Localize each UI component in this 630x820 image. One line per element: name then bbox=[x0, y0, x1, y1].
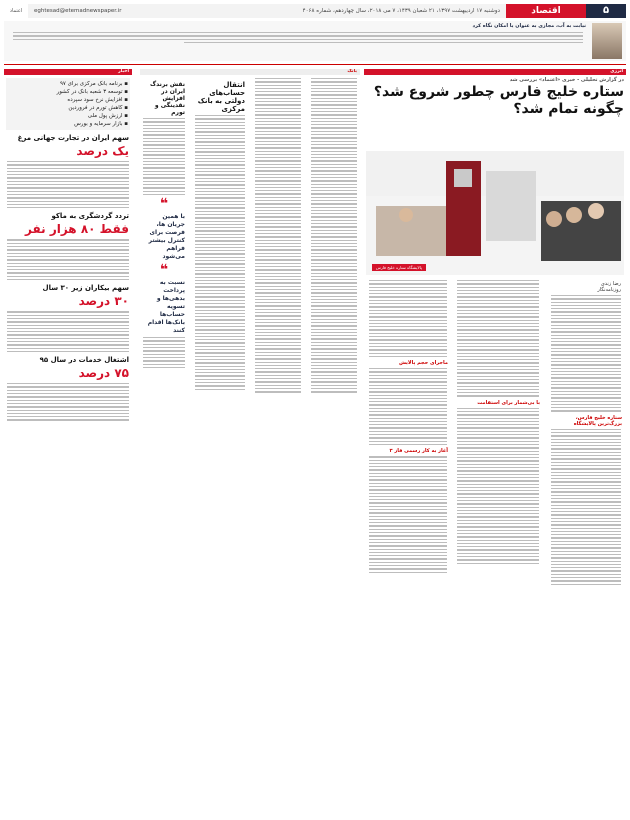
pull-quote-2: نسبت به پرداخت بدهی‌ها و تسویه حساب‌ها بانک‌ها اقدام کنند bbox=[147, 279, 185, 335]
lead-col-3 bbox=[366, 279, 450, 575]
left-column bbox=[4, 69, 132, 816]
byline-role: روزنامه‌نگار bbox=[597, 287, 621, 293]
note-strip bbox=[4, 21, 626, 61]
byline bbox=[551, 281, 621, 293]
middle-sidebar-title: نقش برندگ ایران در افزایش نقدینگی و تورم bbox=[150, 81, 185, 116]
quote-mark-icon: ❝ bbox=[159, 262, 169, 279]
news-bullets bbox=[6, 78, 130, 130]
subhead-4: آغاز به کار رسمی فاز ۳ bbox=[389, 448, 448, 455]
bullet-item[interactable]: ▪ کاهش تورم در فروردین bbox=[68, 105, 128, 111]
story-title: سهم بیکاران زیر ۳۰ سال bbox=[42, 284, 129, 293]
middle-section-label: بانک bbox=[140, 69, 360, 75]
refinery-photo bbox=[366, 151, 624, 275]
byline-name: رضا زندی bbox=[600, 281, 621, 287]
lead-col-1-text bbox=[551, 295, 621, 412]
photo-caption: پالایشگاه ستاره خلیج فارس bbox=[372, 264, 426, 271]
middle-col-1 bbox=[308, 77, 360, 395]
quote-mark-icon: ❝ bbox=[159, 196, 169, 213]
story-highlight: ۷۵ درصد bbox=[78, 366, 129, 381]
lead-col-1 bbox=[548, 279, 624, 587]
author-photo bbox=[592, 23, 622, 59]
lead-section-label: انرژی bbox=[364, 69, 626, 75]
left-section-label: اخبار bbox=[4, 69, 132, 75]
story-highlight: ۳۰ درصد bbox=[78, 294, 129, 309]
story-highlight: یک درصد bbox=[76, 144, 129, 158]
bullet-item[interactable]: ▪ برنامه بانک مرکزی برای ۹۷ bbox=[59, 81, 128, 87]
lead-kicker: در گزارش تحلیلی - خبری «اعتماد» بررسی شد bbox=[509, 77, 624, 83]
note-body-text bbox=[13, 32, 583, 58]
header-meta bbox=[28, 4, 506, 18]
section-label: اقتصاد bbox=[506, 4, 586, 18]
bullet-item[interactable]: ▪ افزایش نرخ سود سپرده bbox=[67, 97, 128, 103]
story-title: اشتغال خدمات در سال ۹۵ bbox=[39, 356, 129, 365]
story-3 bbox=[4, 284, 132, 352]
story-title: سهم ایران در تجارت جهانی مرغ bbox=[17, 134, 129, 142]
middle-article bbox=[140, 69, 360, 816]
bullet-item[interactable]: ▪ توسعه ۳ شعبه بانک در کشور bbox=[56, 89, 128, 95]
subhead-2: با بی‌شمار برای استقامت bbox=[477, 399, 540, 406]
lead-article bbox=[364, 69, 626, 816]
newspaper-logo: اعتماد bbox=[9, 8, 23, 14]
lead-title: ستاره خلیج فارس چطور شروع شد؟ چگونه تمام شد؟ bbox=[373, 84, 624, 117]
story-4 bbox=[4, 356, 132, 421]
middle-sidebar bbox=[140, 77, 188, 370]
issue-info: دوشنبه ۱۷ اردیبهشت ۱۳۹۷، ۲۱ شعبان ۱۴۳۹، ۷ می ۲۰۱۸، سال چهاردهم، شماره ۴۰۶۸ bbox=[302, 8, 500, 14]
middle-col-2 bbox=[252, 77, 304, 395]
subhead-1: ستاره خلیج فارس، بزرگ‌ترین پالایشگاه bbox=[573, 414, 622, 427]
middle-col-3 bbox=[192, 77, 248, 392]
page-number: ۵ bbox=[586, 4, 626, 18]
bullet-item[interactable]: ▪ بازار سرمایه و بورس bbox=[74, 121, 128, 127]
story-2 bbox=[4, 212, 132, 280]
divider bbox=[4, 64, 626, 65]
story-1 bbox=[4, 134, 132, 208]
pull-quote-1: با همین جریان ها، فرصت برای کنترل بیشتر فراهم می‌شود bbox=[148, 213, 185, 261]
lead-col-2 bbox=[454, 279, 542, 566]
middle-title: انتقال حساب‌های دولتی به بانک مرکزی bbox=[197, 81, 245, 113]
story-highlight: فقط ۸۰ هزار نفر bbox=[25, 222, 129, 237]
page-header bbox=[4, 4, 626, 18]
note-title: نیابت به آب، مجازی به عنوان یا امکان نگاه کرد bbox=[472, 23, 586, 29]
bullet-item[interactable]: ▪ ارزش پول ملی bbox=[87, 113, 128, 119]
email-link[interactable]: eghtesad@etemadnewspaper.ir bbox=[34, 8, 122, 14]
story-title: تردد گردشگری به ماکو bbox=[51, 212, 129, 221]
lead-photo bbox=[366, 151, 624, 275]
subhead-3: ماجرای حجم پالایش bbox=[398, 360, 448, 367]
